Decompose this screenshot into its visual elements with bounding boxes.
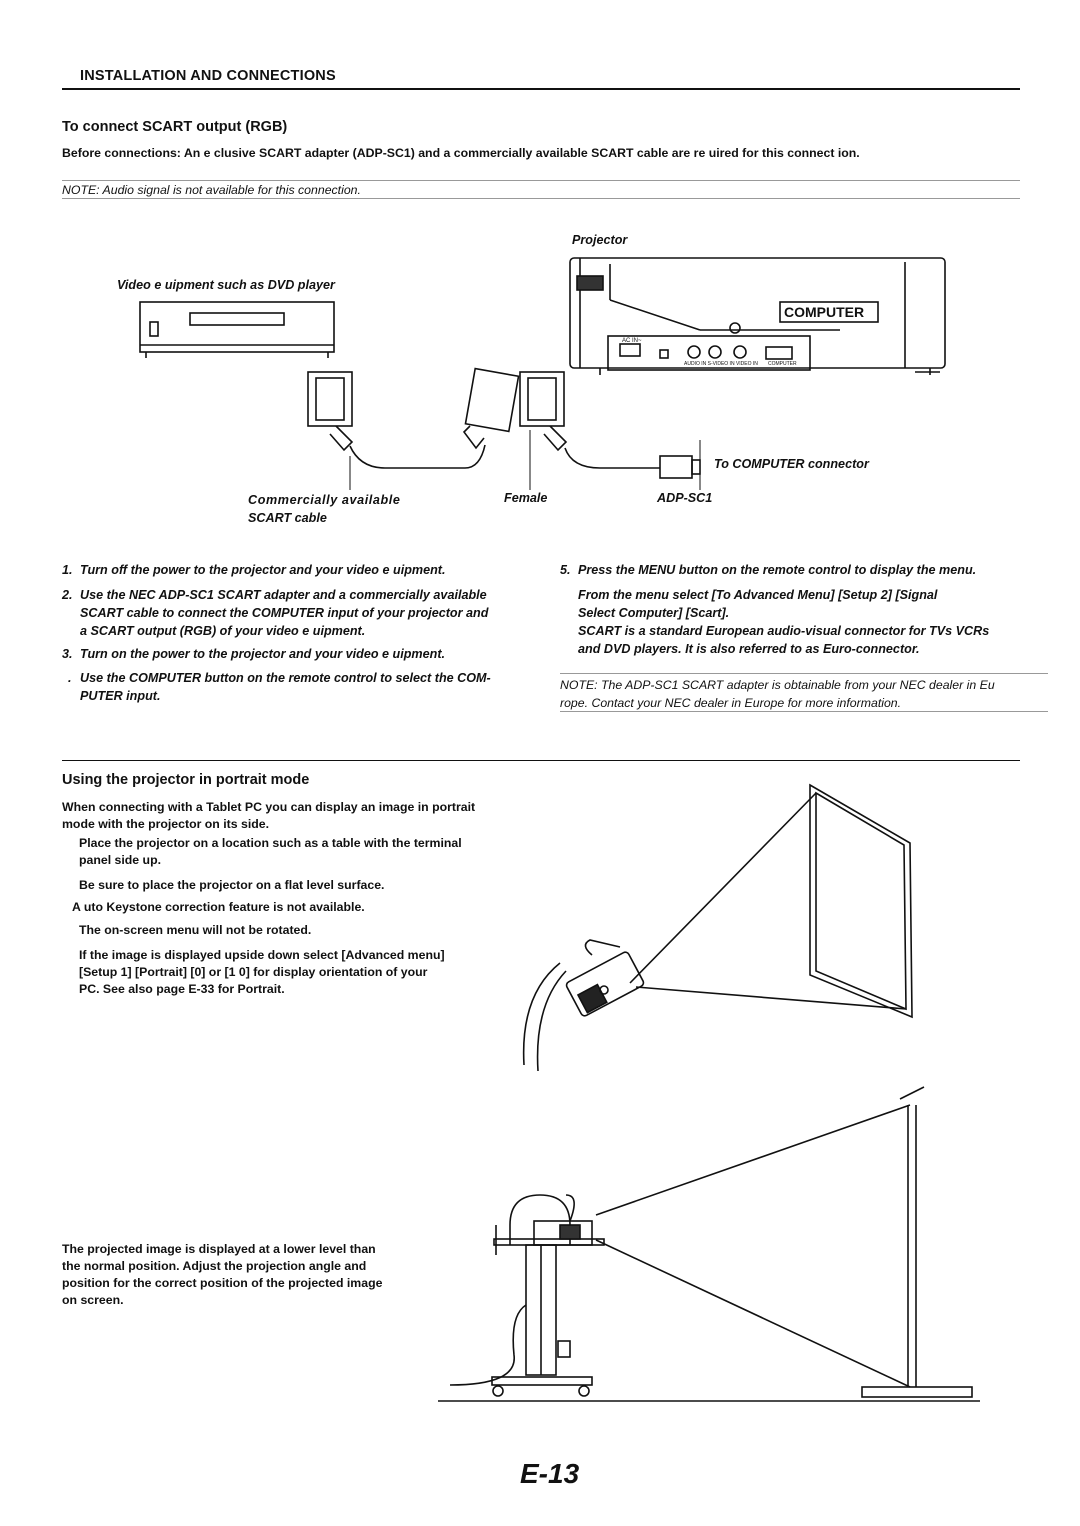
sideways-projector [565,951,645,1017]
portrait-item-5-line-2: [Setup 1] [Portrait] [0] or [1 0] for display orientation of your [79,965,428,979]
right-note-line-2: rope. Contact your NEC dealer in Europe for more information. [560,696,902,710]
portrait-stand-illustration [430,1085,990,1405]
portrait-lower-text-line-4: on screen. [62,1293,124,1307]
panel-computer-label: COMPUTER [768,361,797,367]
computer-panel-label: COMPUTER [784,304,865,320]
scart-definition-line-1: SCART is a standard European audio-visual connector for TVs VCRs [578,624,990,638]
step-2-line-3: a SCART output (RGB) of your video e uipment. [80,624,366,638]
right-note-rule-bottom [560,711,1048,712]
scart-intro: Before connections: An e clusive SCART adapter (ADP-SC1) and a commercially available SCART cable are re uired for this connect ion. [62,146,860,160]
ac-in-label: AC IN~ [622,338,642,344]
projector-label: Projector [572,233,628,247]
adapter-label: ADP-SC1 [657,491,713,505]
step-1-text: Turn off the power to the projector and your video e uipment. [80,563,446,577]
scart-definition-line-2: and DVD players. It is also referred to as Euro-connector. [578,642,920,656]
portrait-section-title: Using the projector in portrait mode [62,772,310,788]
step-1-number: 1. [62,563,73,577]
step-2-line-2: SCART cable to connect the COMPUTER input of your projector and [80,606,489,620]
steps-left [62,561,562,711]
portrait-item-2: Be sure to place the projector on a flat level surface. [79,878,385,892]
step-5-number: 5. [560,563,571,577]
right-note-line-1: NOTE: The ADP-SC1 SCART adapter is obtainable from your NEC dealer in Eu [560,678,995,692]
scart-section-title: To connect SCART output (RGB) [62,119,288,135]
dvd-player-illustration [140,302,334,358]
portrait-item-5-line-3: PC. See also page E-33 for Portrait. [79,982,285,996]
portrait-intro-line-2: mode with the projector on its side. [62,817,270,831]
step-3-text: Turn on the power to the projector and your video e uipment. [80,647,446,661]
step-6-line-2: Select Computer] [Scart]. [578,606,730,620]
to-computer-label: To COMPUTER connector [714,457,869,471]
portrait-lower-text-line-2: the normal position. Adjust the projection angle and [62,1259,367,1273]
portrait-item-4: The on-screen menu will not be rotated. [79,923,312,937]
projector-illustration [570,258,945,375]
portrait-intro-line-1: When connecting with a Tablet PC you can display an image in portrait [62,800,476,814]
right-note-rule-top [560,673,1048,674]
portrait-lower-text-line-3: position for the correct position of the projected image [62,1276,383,1290]
video-equipment-label: Video e uipment such as DVD player [117,278,335,292]
page-number: E-13 [520,1458,580,1489]
step-4-line-1: Use the COMPUTER button on the remote control to select the COM- [80,671,491,685]
scart-note: NOTE: Audio signal is not available for this connection. [62,183,361,197]
cable-label-line2: SCART cable [248,511,327,525]
portrait-item-1-line-1: Place the projector on a location such as a table with the terminal [79,836,462,850]
step-3-number: 3. [62,647,73,661]
step-2-number: 2. [62,588,73,602]
step-4-number: . [68,671,72,685]
portrait-item-1-line-2: panel side up. [79,853,161,867]
scart-cable-illustration [308,369,519,468]
portrait-item-5-line-1: If the image is displayed upside down select [Advanced menu] [79,948,445,962]
cable-label-line1: Commercially available [248,493,401,507]
portrait-section-rule [62,760,1020,761]
step-2-line-1: Use the NEC ADP-SC1 SCART adapter and a commercially available [80,588,487,602]
scart-adapter-illustration [520,372,700,478]
step-5-text: Press the MENU button on the remote control to display the menu. [578,563,977,577]
scart-connection-diagram [0,0,1080,560]
step-6-line-1: From the menu select [To Advanced Menu] [Setup 2] [Signal [578,588,938,602]
section-title: INSTALLATION AND CONNECTIONS [80,68,336,84]
step-4-line-2: PUTER input. [80,689,161,703]
portrait-table-illustration [500,775,930,1075]
portrait-item-3: A uto Keystone correction feature is not available. [72,900,365,914]
panel-port-labels: AUDIO IN S-VIDEO IN VIDEO IN [684,361,758,367]
portrait-lower-text-line-1: The projected image is displayed at a lower level than [62,1242,376,1256]
female-label: Female [504,491,548,505]
